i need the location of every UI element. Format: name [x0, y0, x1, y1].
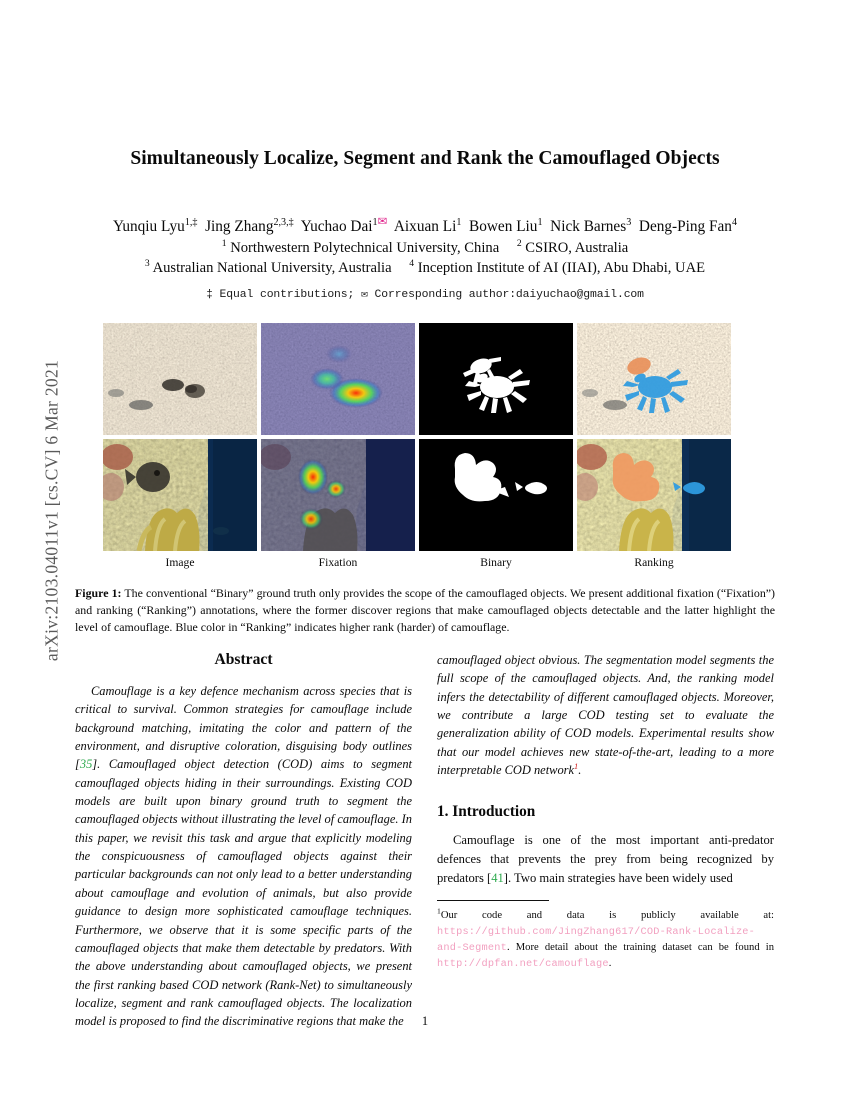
two-column-body	[75, 651, 775, 1031]
footnote-url-dpfan[interactable]: http://dpfan.net/camouflage	[437, 957, 609, 970]
intro-text-part-2: ]. Two main strategies have been widely used	[503, 870, 733, 885]
citation-link[interactable]: 41	[491, 870, 504, 885]
envelope-icon: ✉	[377, 215, 388, 228]
figure-caption-text: The conventional “Binary” ground truth only provides the scope of the camouflaged objects. We present additional fixation (“Fixation”) and ranking (“Ranking”) annotations, where the former discover regions that make camouflaged objects detectable and the latter highlight the level of camouflage. Blue color in “Ranking” indicates higher rank (harder) of camouflage.	[75, 586, 776, 634]
page-number: 1	[421, 1014, 429, 1028]
figure-cell-binary	[419, 439, 573, 551]
author-name: Nick Barnes	[550, 218, 627, 235]
author-name: Deng-Ping Fan	[638, 218, 732, 235]
figure-cell-image	[103, 439, 257, 551]
footnote-separator	[437, 900, 549, 901]
paper-page	[75, 0, 775, 1100]
footnote-url-github[interactable]: https://github.com/JingZhang617/COD-Rank-Localize-and-Segment	[437, 925, 756, 954]
figure-row	[103, 439, 731, 551]
introduction-heading: 1. Introduction	[437, 803, 536, 821]
intro-text-part-1: Camouflage is one of the most important anti-predator defences that prevents the prey from being recognized by predators [	[437, 833, 774, 885]
affiliation-text: Australian National University, Australia	[152, 260, 392, 277]
figure-cell-fixation	[261, 439, 415, 551]
figure-cell-image	[103, 323, 257, 435]
abstract-continuation	[437, 651, 774, 780]
author-affil-marker: 1	[372, 216, 378, 228]
figure-cell-ranking	[577, 439, 731, 551]
affiliation-text: Northwestern Polytechnical University, China	[230, 239, 500, 256]
footnote-text-part-3: .	[608, 957, 612, 969]
abstract-text-part-1: Camouflage is a key defence mechanism across species that is critical to survival. Common strategies for camouflage include background matching, imitating the color and pattern of the environment, and disruptive coloration, disguising body outlines [	[75, 683, 412, 772]
figure-label-ranking: Ranking	[634, 556, 674, 570]
figure-row	[103, 323, 731, 435]
affiliation-marker: 1	[221, 237, 227, 249]
affiliation-text: CSIRO, Australia	[525, 239, 629, 256]
arxiv-stamp: arXiv:2103.04011v1 [cs.CV] 6 Mar 2021	[41, 359, 62, 662]
author-affil-marker: 1	[456, 216, 462, 228]
authors-block	[75, 216, 775, 279]
affiliation-line-1	[75, 238, 775, 259]
author-name: Bowen Liu	[469, 218, 538, 235]
left-column	[75, 651, 412, 1031]
affiliation-marker: 3	[144, 258, 150, 270]
figure-label-image: Image	[165, 556, 195, 570]
figure-cell-fixation	[261, 323, 415, 435]
figure-cell-binary	[419, 323, 573, 435]
figure-caption-label: Figure 1:	[75, 586, 122, 601]
abstract-text-part-3: .	[578, 763, 582, 778]
figure-column-labels	[103, 556, 731, 569]
figure-label-fixation: Fixation	[318, 556, 358, 570]
author-name: Jing Zhang	[205, 218, 274, 235]
author-affil-marker: 4	[731, 216, 737, 228]
figure-label-binary: Binary	[480, 556, 512, 570]
abstract-text-part-2: ]. Camouflaged object detection (COD) aims to segment camouflaged objects hiding in their surroundings. Existing COD models are built upon binary ground truth to segment the camouflaged objects without illustrating the level of camouflage. In this paper, we revisit this task and argue that explicitly modeling the conspicuousness of camouflaged objects against their particular backgrounds can not only lead to a better understanding about camouflage and evolution of animals, but also provide guidance to design more sophisticated camouflage techniques. Furthermore, we observe that it is some specific parts of the camouflaged objects that make them detectable by predators. With the above understanding about camouflaged objects, we present the first ranking based COD network (Rank-Net) to simultaneously localize, segment and rank camouflaged objects. The localization model is proposed to find the discriminative regions that make the	[75, 757, 412, 1029]
figure-1	[103, 323, 731, 569]
affiliation-marker: 4	[409, 258, 415, 270]
page-title: Simultaneously Localize, Segment and Rank the Camouflaged Objects	[130, 148, 720, 169]
right-column	[437, 651, 774, 1031]
author-name: Yunqiu Lyu	[112, 218, 185, 235]
author-affil-marker: 2,3,‡	[273, 216, 294, 228]
affiliation-text: Inception Institute of AI (IIAI), Abu Dhabi, UAE	[417, 260, 706, 277]
affiliation-line-2	[75, 258, 775, 279]
footnote	[437, 908, 774, 971]
abstract-text-part-2: camouflaged object obvious. The segmentation model segments the full scope of the camouflaged objects. And, the ranking model infers the detectability of different camouflaged objects. Moreover, we contribute a large COD testing set to evaluate the generalization ability of COD models. Experimental results show that our model achieves new state-of-the-art, leading to a more interpretable COD network	[437, 652, 774, 778]
author-affil-marker: 3	[626, 216, 632, 228]
footnote-marker: 1	[437, 906, 441, 916]
abstract-paragraph	[75, 682, 412, 1031]
author-affil-marker: 1,‡	[184, 216, 198, 228]
author-name: Aixuan Li	[393, 218, 457, 235]
footnote-text-part-1: Our code and data is publicly available at:	[440, 910, 774, 922]
author-name: Yuchao Dai	[300, 218, 373, 235]
abstract-heading: Abstract	[214, 650, 273, 668]
citation-link[interactable]: 35	[79, 757, 93, 772]
contributions-note: ‡ Equal contributions; ✉ Corresponding author:daiyuchao@gmail.com	[206, 289, 644, 302]
footnote-reference[interactable]: 1	[574, 760, 579, 771]
figure-cell-ranking	[577, 323, 731, 435]
author-affil-marker: 1	[537, 216, 543, 228]
author-line	[75, 216, 775, 238]
affiliation-marker: 2	[516, 237, 522, 249]
introduction-paragraph	[437, 831, 774, 887]
footnote-text-part-2: . More detail about the training dataset can be found in	[506, 941, 774, 953]
figure-caption	[75, 585, 775, 636]
